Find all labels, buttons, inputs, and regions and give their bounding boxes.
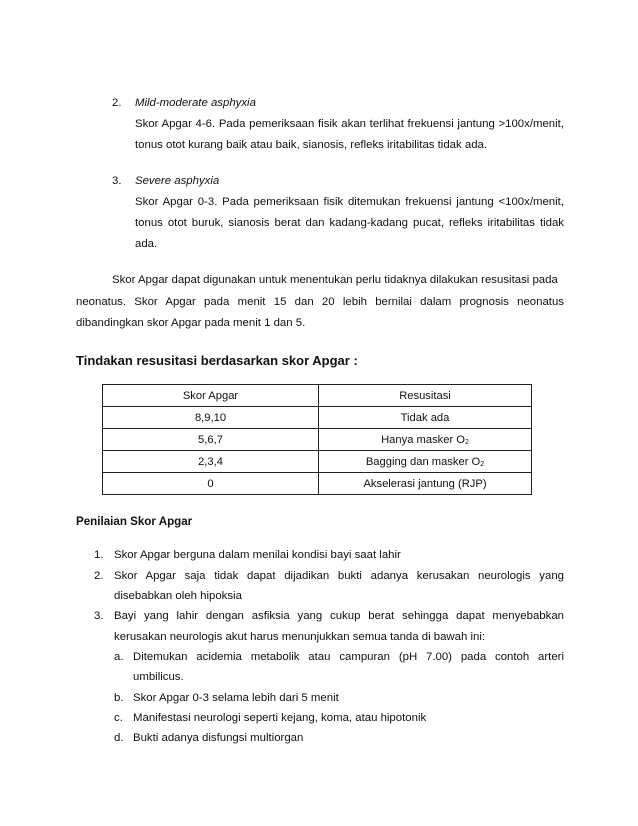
table-cell: Tidak ada — [319, 407, 532, 429]
sublist-letter: b. — [114, 692, 124, 704]
list-number: 2. — [112, 97, 122, 109]
sublist-text: Manifestasi neurologi seperti kejang, koma, atau hipotonik — [133, 712, 427, 724]
list-number: 2. — [94, 570, 104, 582]
table-cell: 5,6,7 — [103, 429, 319, 451]
subscript: 2 — [480, 460, 485, 468]
text-line: Skor Apgar 4-6. Pada pemeriksaan fisik akan terlihat frekuensi jantung >100x/menit, — [135, 118, 564, 130]
list-item-text: Bayi yang lahir dengan asfiksia yang cukup berat sehingga dapat menyebabkan — [114, 610, 564, 622]
table-cell: Akselerasi jantung (RJP) — [319, 473, 532, 495]
sublist-text: Ditemukan acidemia metabolik atau campuran (pH 7.00) pada contoh arteri — [133, 651, 564, 663]
text-line: Skor Apgar 0-3. Pada pemeriksaan fisik ditemukan frekuensi jantung <100x/menit, — [135, 196, 564, 208]
text-line: tonus otot kurang baik atau baik, sianosis, refleks iritabilitas tidak ada. — [135, 139, 488, 151]
table-row — [103, 429, 532, 451]
sublist-text: Bukti adanya disfungsi multiorgan — [133, 732, 304, 744]
list-number: 1. — [94, 549, 104, 561]
table-row — [103, 407, 532, 429]
table-row — [103, 473, 532, 495]
resuscitation-table — [102, 384, 532, 495]
list-number: 3. — [94, 610, 104, 622]
table-cell: 2,3,4 — [103, 451, 319, 473]
table-header-row — [103, 385, 532, 407]
sublist-letter: a. — [114, 651, 124, 663]
list-item-text: disebabkan oleh hipoksia — [114, 590, 242, 602]
sublist-text: Skor Apgar 0-3 selama lebih dari 5 menit — [133, 692, 339, 704]
list-item-text: kerusakan neurologis akut harus menunjukkan semua tanda di bawah ini: — [114, 631, 486, 643]
sublist-letter: d. — [114, 732, 124, 744]
table-cell: 8,9,10 — [103, 407, 319, 429]
table-cell: 0 — [103, 473, 319, 495]
list-item-text: Skor Apgar berguna dalam menilai kondisi bayi saat lahir — [114, 549, 401, 561]
paragraph-line: dibandingkan skor Apgar pada menit 1 dan 5. — [76, 317, 306, 329]
column-header: Skor Apgar — [103, 385, 319, 407]
text-line: tonus otot buruk, sianosis berat dan kadang-kadang pucat, refleks iritabilitas tidak — [135, 217, 564, 229]
subscript: 2 — [465, 438, 469, 446]
table-cell — [319, 429, 532, 451]
list-item-text: Skor Apgar saja tidak dapat dijadikan bukti adanya kerusakan neurologis yang — [114, 570, 564, 582]
list-number: 3. — [112, 175, 122, 187]
section-heading: Tindakan resusitasi berdasarkan skor Apgar : — [76, 353, 358, 368]
column-header: Resusitasi — [319, 385, 532, 407]
cell-text: Hanya masker O — [381, 433, 466, 446]
table-row — [103, 451, 532, 473]
table-cell — [319, 451, 532, 473]
sublist-text: umbilicus. — [133, 671, 184, 683]
paragraph-line: neonatus. Skor Apgar pada menit 15 dan 20 lebih bernilai dalam prognosis neonatus — [76, 296, 564, 308]
item-heading: Mild-moderate asphyxia — [135, 97, 256, 109]
paragraph-line: Skor Apgar dapat digunakan untuk menentukan perlu tidaknya dilakukan resusitasi pada — [112, 274, 558, 286]
item-heading: Severe asphyxia — [135, 175, 220, 187]
section-heading: Penilaian Skor Apgar — [76, 515, 193, 528]
sublist-letter: c. — [114, 712, 123, 724]
text-line: ada. — [135, 238, 158, 250]
cell-text: Bagging dan masker O — [365, 455, 481, 468]
